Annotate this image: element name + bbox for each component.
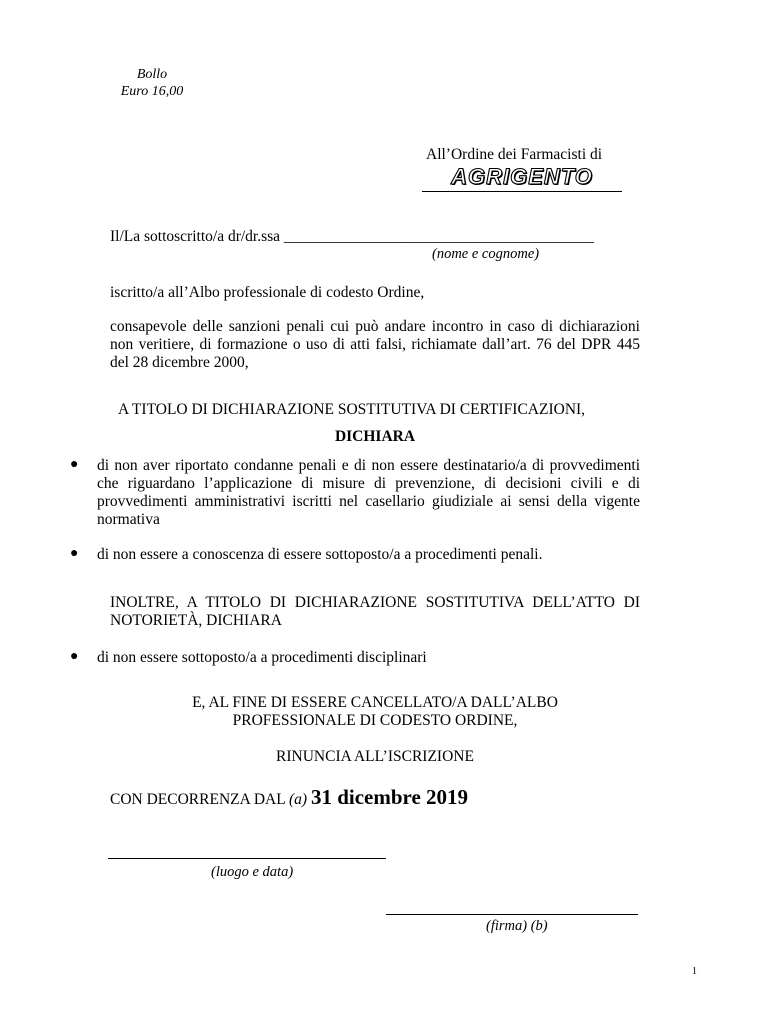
list-item	[70, 546, 640, 564]
renounce-heading: RINUNCIA ALL’ISCRIZIONE	[276, 748, 474, 765]
effective-date-line	[110, 785, 468, 810]
cancellation-line-2: PROFESSIONALE DI CODESTO ORDINE,	[232, 712, 518, 729]
name-hint: (nome e cognome)	[432, 246, 540, 262]
signature-line	[386, 914, 638, 915]
bullet-text: di non aver riportato condanne penali e di non essere destinatario/a di provvedimenti che riguardano l’applicazione di misure di prevenzione, di decisioni civili e di provvedimenti amministrativi iscritti nel casellario giudiziale ai sensi della vigente normativa	[97, 457, 640, 528]
declares-heading: DICHIARA	[334, 428, 416, 445]
bullet-icon: ●	[70, 649, 79, 664]
section2-title: INOLTRE, A TITOLO DI DICHIARAZIONE SOSTITUTIVA DELL’ATTO DI NOTORIETÀ, DICHIARA	[110, 594, 640, 629]
page-number: 1	[692, 966, 697, 977]
bullet-text: di non essere sottoposto/a a procedimenti disciplinari	[97, 649, 427, 666]
stamp-amount: Euro 16,00	[120, 84, 184, 99]
bullet-text: di non essere a conoscenza di essere sottoposto/a a procedimenti penali.	[97, 546, 543, 563]
list-item	[70, 457, 640, 529]
stamp-label: Bollo	[136, 67, 168, 82]
addressee-line: All’Ordine dei Farmacisti di	[426, 146, 603, 163]
cancellation-line-1: E, AL FINE DI ESSERE CANCELLATO/A DALL’ALBO	[192, 694, 558, 711]
list-item	[70, 649, 640, 667]
signature-label: (firma) (b)	[486, 918, 548, 934]
registration-statement: iscritto/a all’Albo professionale di codesto Ordine,	[110, 284, 425, 301]
undersigned-line: Il/La sottoscritto/a dr/dr.ssa ________________________________________	[110, 228, 594, 245]
addressee-city	[422, 164, 622, 192]
effective-label: CON DECORRENZA DAL	[110, 791, 286, 808]
revenue-stamp-note	[116, 66, 188, 100]
city-name: AGRIGENTO	[451, 164, 593, 189]
awareness-paragraph: consapevole delle sanzioni penali cui può andare incontro in caso di dichiarazioni non veritiere, di formazione o uso di atti falsi, richiamate dall’art. 76 del DPR 445 del 28 dicembre 2000,	[110, 318, 640, 371]
effective-date: 31 dicembre 2019	[310, 785, 469, 809]
place-date-label: (luogo e data)	[211, 864, 294, 880]
effective-note: (a)	[288, 791, 308, 808]
bullet-icon: ●	[70, 546, 79, 561]
section1-title: A TITOLO DI DICHIARAZIONE SOSTITUTIVA DI CERTIFICAZIONI,	[118, 401, 586, 418]
bullet-icon: ●	[70, 457, 79, 472]
place-date-line	[108, 858, 386, 859]
